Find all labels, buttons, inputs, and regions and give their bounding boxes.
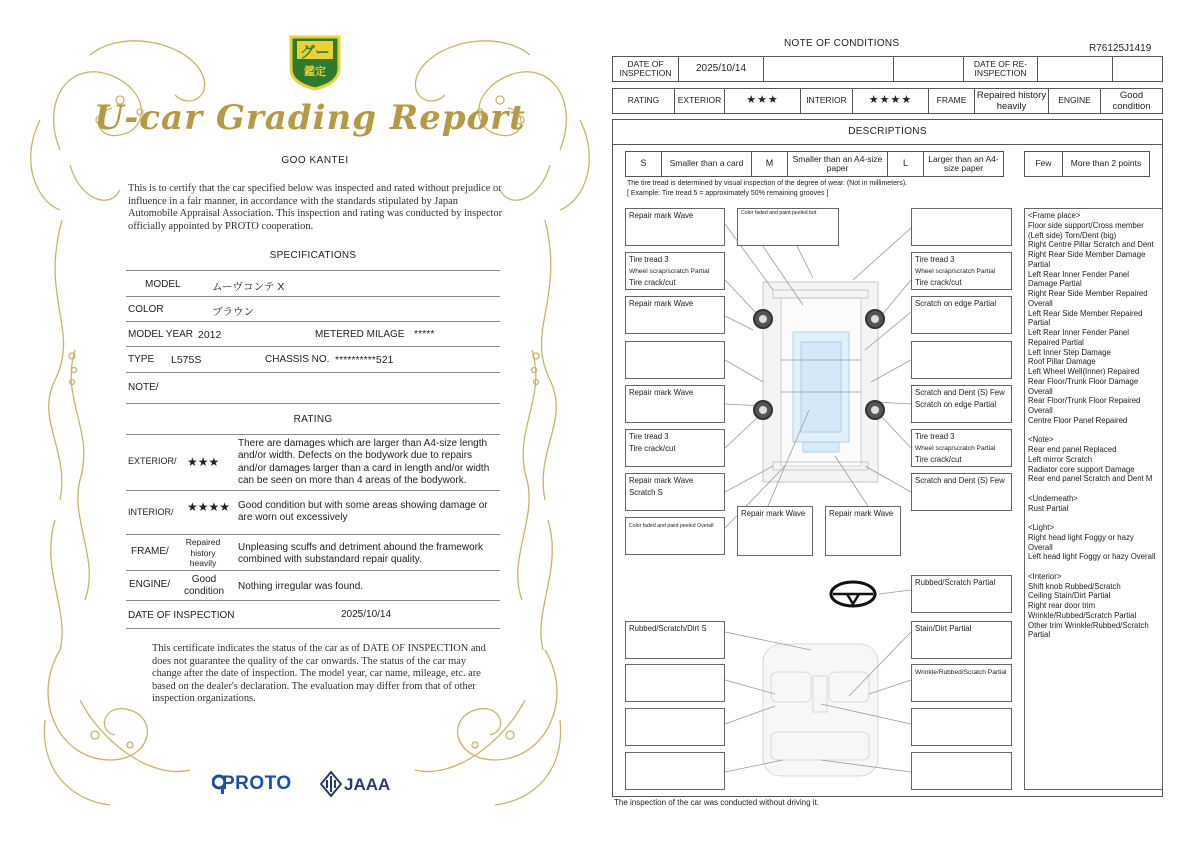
engine-label: ENGINE: [1049, 89, 1101, 113]
certificate-title: U-car Grading Report: [94, 98, 526, 138]
legend-few-key: Few: [1025, 152, 1063, 176]
divider: [126, 346, 500, 347]
note-box: Tire tread 3 Wheel scrap/scratch Partial Tire crack/cut: [911, 252, 1012, 290]
specifications-heading: SPECIFICATIONS: [269, 250, 357, 261]
note-box: [625, 752, 725, 790]
divider: [126, 321, 500, 322]
legend-l-desc: Larger than an A4-size paper: [928, 153, 999, 173]
date-of-reinspection-label: DATE OF RE-INSPECTION: [964, 57, 1038, 81]
divider: [126, 628, 500, 629]
note-box: Repair mark Wave: [625, 385, 725, 423]
summary-line: Rust Partial: [1028, 503, 1069, 513]
summary-line: Rear end panel Scratch and Dent M: [1028, 474, 1153, 484]
interior-label: INTERIOR/: [128, 507, 174, 517]
note-box: Color faded and paint peeled bot: [737, 208, 839, 246]
legend-m-key: M: [752, 152, 788, 176]
divider: [126, 570, 500, 571]
note-box: [911, 752, 1012, 790]
color-label: COLOR: [128, 304, 164, 315]
jaaa-logo: JAAA: [344, 775, 391, 794]
model-label: MODEL: [145, 279, 181, 290]
summary-line: <Frame place>: [1028, 211, 1081, 220]
summary-line: Left Inner Step Damage: [1028, 347, 1111, 357]
note-label: NOTE/: [128, 382, 159, 393]
summary-line: Left head light Foggy or hazy Overall: [1028, 552, 1156, 562]
note-box: Rubbed/Scratch/Dirt S: [625, 621, 725, 659]
note-box: Stain/Dirt Partial: [911, 621, 1012, 659]
summary-line: <Note>: [1028, 435, 1054, 445]
rating-heading: RATING: [293, 414, 333, 425]
summary-line: Left Wheel Well(Inner) Repaired: [1028, 367, 1140, 376]
rating-label: RATING: [613, 89, 675, 113]
svg-text:鑑定: 鑑定: [304, 66, 326, 78]
interior-label: INTERIOR: [801, 89, 853, 113]
noc-title: NOTE OF CONDITIONS: [784, 38, 900, 49]
date-of-inspection-label: DATE OF INSPECTION: [128, 610, 235, 621]
certification-statement: This is to certify that the car specified below was inspected and rated without prejudice or influence in a fair manner, in accordance with the standards stipulated by Japan Automobile Appraisal Association. This inspection and rating was conducted by inspector officially appointed by PROTO cooperation.: [128, 183, 503, 232]
proto-logo: PROTO: [222, 773, 292, 794]
summary-spacer: [1028, 513, 1159, 523]
divider: [126, 270, 500, 271]
empty-cell: [764, 57, 894, 81]
svg-text:グー: グー: [299, 44, 331, 61]
divider: [126, 296, 500, 297]
type-value: L575S: [171, 354, 202, 366]
note-box: Tire tread 3 Wheel scrap/scratch Partial Tire crack/cut: [625, 252, 725, 290]
interior-stars: ★★★★: [187, 500, 231, 514]
empty-cell: [1113, 57, 1162, 81]
metered-milage-value: *****: [414, 328, 435, 340]
date-of-inspection-value: 2025/10/14: [341, 609, 392, 620]
summary-spacer: [1028, 484, 1159, 494]
summary-line: Left Rear Inner Fender Panel Damage Partial: [1028, 269, 1129, 289]
summary-line: Left Rear Inner Fender Panel Repaired Partial: [1028, 328, 1129, 347]
summary-line: Other trim Wrinkle/Rubbed/Scratch Partial: [1028, 620, 1149, 640]
summary-spacer: [1028, 562, 1159, 572]
note-box: Tire tread 3 Wheel scrap/scratch Partial Tire crack/cut: [911, 429, 1012, 467]
summary-line: Right Rear Side Member Repaired Overall: [1028, 289, 1148, 308]
exterior-stars: ★★★: [725, 89, 801, 113]
summary-spacer: [1028, 426, 1159, 436]
engine-description: Nothing irregular was found.: [238, 581, 364, 592]
type-label: TYPE: [128, 354, 155, 365]
date-of-reinspection-value: [1038, 57, 1113, 81]
summary-line: <Interior>: [1028, 571, 1062, 581]
summary-line: Radiator core support Damage: [1028, 464, 1135, 474]
summary-line: Right head light Foggy or hazy Overall: [1028, 532, 1134, 552]
divider: [126, 490, 500, 491]
interior-stars: ★★★★: [853, 89, 929, 113]
exterior-stars: ★★★: [187, 455, 220, 469]
jaaa-logo-icon: [320, 771, 342, 797]
chassis-value: **********521: [335, 354, 394, 366]
frame-label: FRAME: [929, 89, 975, 113]
date-of-inspection-value: 2025/10/14: [679, 57, 764, 81]
note-box: Repair mark Wave Scratch S: [625, 473, 725, 511]
steering-wheel-icon: [831, 582, 875, 606]
legend-m-desc: Smaller than an A4-size paper: [788, 152, 888, 176]
summary-line: Centre Floor Panel Repaired: [1028, 415, 1128, 425]
summary-line: Floor side support/Cross member (Left side) Torn/Dent (big): [1028, 220, 1144, 240]
descriptions-panel: [612, 119, 1163, 797]
tread-note-2: [ Example: Tire tread 5 = approximately 50% remaining grooves ]: [627, 190, 829, 197]
divider: [126, 372, 500, 373]
chassis-label: CHASSIS NO.: [265, 354, 330, 365]
exterior-label: EXTERIOR: [675, 89, 725, 113]
inspection-footnote: The inspection of the car was conducted without driving it.: [614, 798, 819, 807]
note-box: Wrinkle/Rubbed/Scratch Partial: [911, 664, 1012, 702]
organization-name: GOO KANTEI: [281, 155, 349, 166]
legend-l-key: L: [888, 152, 924, 176]
note-box: [625, 708, 725, 746]
engine-value: Good condition: [1112, 90, 1151, 112]
empty-cell: [894, 57, 964, 81]
note-box: [625, 664, 725, 702]
divider: [126, 434, 500, 435]
engine-value: Good condition: [183, 574, 225, 597]
summary-line: Rear Floor/Trunk Floor Damage Overall: [1028, 376, 1139, 396]
exterior-label: EXTERIOR/: [128, 456, 177, 466]
note-box: Repair mark Wave: [625, 296, 725, 334]
note-box: Repair mark Wave: [825, 506, 901, 556]
summary-line: <Underneath>: [1028, 493, 1078, 503]
summary-line: Right Rear Side Member Damage Partial: [1028, 250, 1146, 269]
summary-line: <Light>: [1028, 523, 1055, 532]
summary-line: Left mirror Scratch: [1028, 454, 1093, 464]
divider: [126, 403, 500, 404]
frame-value: Repaired history heavily: [975, 89, 1049, 113]
note-box: Scratch and Dent (S) Few: [911, 473, 1012, 511]
color-value: ブラウン: [212, 306, 254, 318]
note-box: [911, 341, 1012, 379]
note-box: [911, 208, 1012, 246]
exterior-description: There are damages which are larger than A4-size length and/or width. Defects on the bodywork due to repairs and/or damages larger than a card in length and/or width can be seen on more than 4 areas of the bodywork.: [238, 438, 490, 487]
note-box: Scratch on edge Partial: [911, 296, 1012, 334]
engine-label: ENGINE/: [129, 579, 171, 590]
divider: [126, 600, 500, 601]
note-box: Repair mark Wave: [625, 208, 725, 246]
note-box: Repair mark Wave: [737, 506, 813, 556]
note-box: Color faded and paint peeled Overall: [625, 517, 725, 555]
note-box: Tire tread 3 Tire crack/cut: [625, 429, 725, 467]
frame-description: Unpleasing scuffs and detriment abound the framework combined with substandard repair quality.: [238, 542, 483, 566]
frame-value: Repaired history heavily: [185, 537, 221, 568]
summary-line: Left Rear Side Member Repaired Partial: [1028, 308, 1143, 328]
summary-line: Rear end panel Replaced: [1028, 445, 1117, 454]
frame-label: FRAME/: [131, 546, 169, 557]
note-box: Scratch and Dent (S) Few Scratch on edge Partial: [911, 385, 1012, 423]
model-year-label: MODEL YEAR: [128, 329, 194, 340]
goo-kantei-badge-icon: [287, 33, 343, 91]
disclaimer-text: This certificate indicates the status of the car as of DATE OF INSPECTION and does not guarantee the quality of the car onwards. The status of the car may change after the date of inspection. The model year, car name, mileage, etc. are based on the dealer's declaration. The evaluation may differ from that of other inspection organizations.: [152, 643, 486, 705]
legend-few-desc: More than 2 points: [1070, 158, 1142, 169]
date-row: [612, 56, 1163, 82]
note-box: Rubbed/Scratch Partial: [911, 575, 1012, 613]
note-box: [911, 708, 1012, 746]
legend-s-desc: Smaller than a card: [662, 152, 752, 176]
metered-milage-label: METERED MILAGE: [315, 329, 405, 340]
date-of-inspection-label: DATE OF INSPECTION: [613, 57, 679, 81]
condition-summary-list: [1024, 208, 1163, 790]
descriptions-heading: DESCRIPTIONS: [848, 126, 927, 137]
legend-s-key: S: [626, 152, 662, 176]
summary-line: Roof Pillar Damage: [1028, 357, 1096, 367]
note-box: [625, 341, 725, 379]
tread-note-1: The tire tread is determined by visual inspection of the degree of wear. (Not in millimeters).: [627, 180, 908, 187]
summary-line: Right Centre Pillar Scratch and Dent: [1028, 240, 1154, 250]
summary-line: Rear Floor/Trunk Floor Repaired Overall: [1028, 396, 1141, 415]
summary-line: Right rear door trim Wrinkle/Rubbed/Scratch Partial: [1028, 601, 1137, 620]
model-value: ムーヴコンテ X: [212, 281, 285, 293]
reference-number: R76125J1419: [1089, 43, 1152, 54]
model-year-value: 2012: [198, 329, 222, 341]
interior-description: Good condition but with some areas showing damage or are worn out excessively: [238, 500, 488, 524]
rating-row: [612, 88, 1163, 114]
summary-line: Ceiling Stain/Dirt Partial: [1028, 591, 1111, 601]
divider: [126, 534, 500, 535]
summary-line: Shift knob Rubbed/Scratch: [1028, 581, 1121, 591]
